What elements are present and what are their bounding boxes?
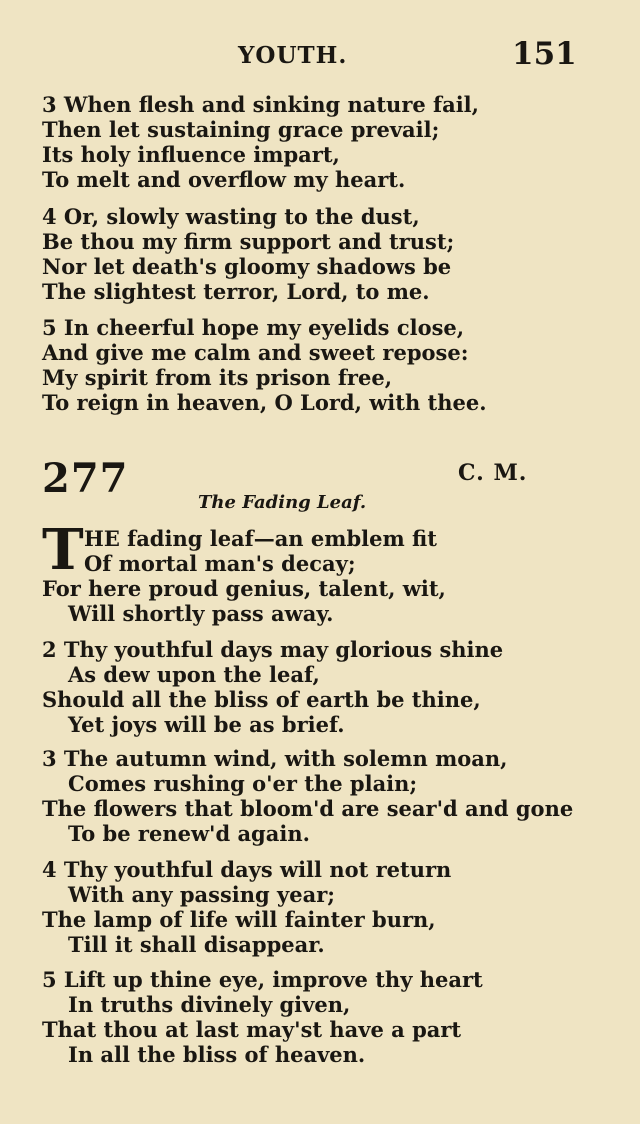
verse-line: To reign in heaven, O Lord, with thee. [42, 390, 487, 415]
verse-line: 4 Thy youthful days will not return [42, 857, 452, 882]
verse-line: Comes rushing o'er the plain; [68, 771, 418, 796]
verse-line: For here proud genius, talent, wit, [42, 576, 446, 601]
verse-line: As dew upon the leaf, [68, 662, 320, 687]
verse-line: Then let sustaining grace prevail; [42, 117, 440, 142]
verse-line: In truths divinely given, [68, 992, 351, 1017]
verse-line: HE fading leaf—an emblem fit [84, 526, 437, 551]
hymn-number: 277 [42, 455, 129, 502]
verse-line: That thou at last may'st have a part [42, 1017, 462, 1042]
verse-line: 5 Lift up thine eye, improve thy heart [42, 967, 483, 992]
verse-line: The flowers that bloom'd are sear'd and gone [42, 796, 574, 821]
verse-line: Be thou my firm support and trust; [42, 229, 455, 254]
page-number: 151 [512, 36, 577, 72]
verse-line: My spirit from its prison free, [42, 365, 393, 390]
verse-line: 3 When flesh and sinking nature fail, [42, 92, 479, 117]
verse-line: 2 Thy youthful days may glorious shine [42, 637, 504, 662]
drop-cap: T [42, 517, 84, 583]
verse-line: Nor let death's gloomy shadows be [42, 254, 452, 279]
verse-line: Should all the bliss of earth be thine, [42, 687, 481, 712]
verse-line: And give me calm and sweet repose: [42, 340, 469, 365]
verse-line: With any passing year; [68, 882, 336, 907]
hymn-meter: C. M. [458, 460, 528, 486]
verse-line: 5 In cheerful hope my eyelids close, [42, 315, 465, 340]
verse-line: Its holy influence impart, [42, 142, 340, 167]
verse-line: In all the bliss of heaven. [68, 1042, 366, 1067]
verse-line: 3 The autumn wind, with solemn moan, [42, 746, 508, 771]
verse-line: 4 Or, slowly wasting to the dust, [42, 204, 420, 229]
verse-line: Yet joys will be as brief. [68, 712, 345, 737]
verse-line: The lamp of life will fainter burn, [42, 907, 436, 932]
verse-line: To be renew'd again. [68, 821, 310, 846]
hymn-title: The Fading Leaf. [198, 492, 367, 513]
verse-line: Of mortal man's decay; [84, 551, 356, 576]
running-header: YOUTH. [238, 42, 348, 69]
verse-line: Will shortly pass away. [68, 601, 334, 626]
verse-line: The slightest terror, Lord, to me. [42, 279, 430, 304]
verse-line: Till it shall disappear. [68, 932, 325, 957]
verse-line: To melt and overflow my heart. [42, 167, 406, 192]
